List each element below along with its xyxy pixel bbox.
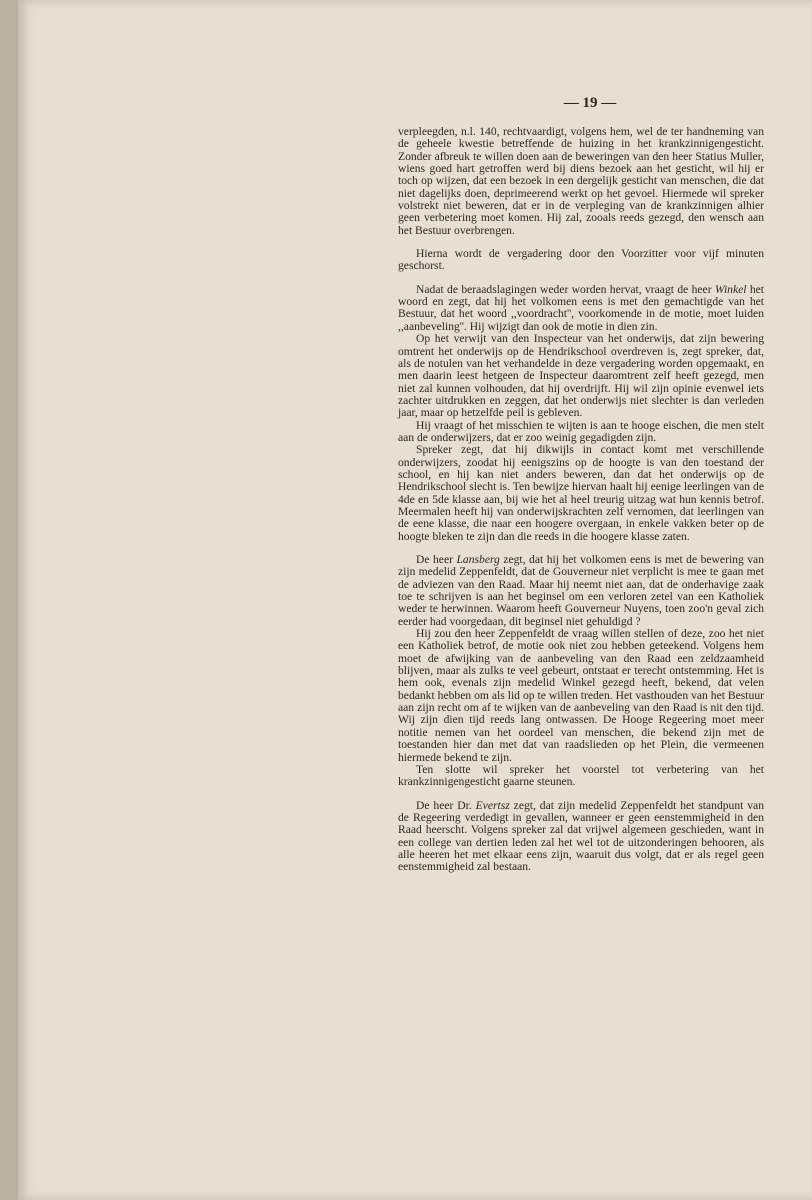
paragraph: Op het verwijt van den Inspecteur van het onderwijs, dat zijn bewering omtrent het onderwijs op de Hendrikschool overdreven is, zegt spreker, dat, als de notulen van het verhandelde in deze vergadering worden opgemaakt, en men daarin leest hetgeen de Inspecteur daaromtrent zelf heeft gezegd, men niet zal kunnen volhouden, dat hij overdrijft. Hij wil zijn opinie evenwel iets zachter uitdrukken en zeggen, dat het onderwijs niet slechter is dan verleden jaar, maar op hetzelfde peil is gebleven.: [398, 332, 764, 420]
paragraph: Ten slotte wil spreker het voorstel tot verbetering van het krankzinnigengesticht gaarne steunen.: [398, 762, 764, 789]
page-number: — 19 —: [563, 95, 617, 111]
paragraph-text: De heer: [416, 553, 457, 566]
paragraph: [398, 800, 764, 874]
paragraph-text: zegt, dat hij het volkomen eens is met de bewering van zijn medelid Zeppenfeldt, dat de Gouverneur niet verplicht is mee te gaan met de adviezen van den Raad. Maar hij neemt niet aan, dat de onderhavige zaak toe te schrijven is aan het beginsel om een verloren zetel van een Katholiek weder te herwinnen. Waarom heeft Gouverneur Nuyens, toen zoo'n geval zich eerder had voorgedaan, dit beginsel niet gehuldigd ?: [398, 553, 764, 628]
speaker-name: Lansberg: [456, 553, 500, 566]
speaker-name: Winkel: [714, 282, 747, 296]
text-column: [398, 126, 764, 874]
paragraph: [398, 554, 764, 628]
speaker-name: Evertsz: [475, 798, 510, 812]
paragraph-text: Nadat de beraadslagingen weder worden hervat, vraagt de heer: [416, 282, 715, 296]
paragraph-text: het woord en zegt, dat hij het volkomen eens is met den gemachtigde van het Bestuur, dat het woord ,,voordracht'', voorkomende in de motie, moet luiden ,,aanbeveling''. Hij wijzigt dan ook de motie in dien zin.: [398, 282, 764, 333]
paragraph: Hij vraagt of het misschien te wijten is aan te hooge eischen, die men stelt aan de onderwijzers, dat er zoo weinig gegadigden zijn.: [398, 418, 764, 444]
paragraph: [398, 284, 764, 333]
paragraph: verpleegden, n.l. 140, rechtvaardigt, volgens hem, wel de ter handneming van de geheele kwestie betreffende de huizing in het krankzinnigengesticht. Zonder afbreuk te willen doen aan de beweringen van den heer Statius Muller, wiens goed hart getroffen werd bij diens bezoek aan het gesticht, wil hij er toch op wijzen, dat een bezoek in een dergelijk gesticht van menschen, die dat niet dagelijks doen, deprimeerend werkt op het gevoel. Hiermede wil spreker volstrekt niet beweren, dat er in de verpleging van de krankzinnigen alhier geen verbetering moet komen. Hij zal, zooals reeds gezegd, den wensch aan het Bestuur overbrengen.: [398, 125, 764, 237]
paragraph: Spreker zegt, dat hij dikwijls in contact komt met verschillende onderwijzers, zoodat hij eenigszins op de hoogte is van den toestand der school, en hij kan niet anders beweren, dan dat het onderwijs op de Hendrikschool slecht is. Ten bewijze hiervan haalt hij eenige leerlingen van de 4de en 5de klasse aan, bij wie het al heel treurig uitzag wat hun kennis betrof. Meermalen heeft hij van onderwijskrachten zelf vernomen, dat leerlingen van de eene klasse, die naar een hoogere overgaan, in enkele vakken beter op de hoogte bleken te zijn dan die reeds in die hoogere klasse zaten.: [398, 443, 764, 543]
paragraph: Hierna wordt de vergadering door den Voorzitter voor vijf minuten geschorst.: [398, 247, 764, 273]
paragraph-text: zegt, dat zijn medelid Zeppenfeldt het standpunt van de Regeering verdedigt in gevallen, wanneer er geen eenstemmigheid in den Raad heerscht. Volgens spreker zal dat vrijwel algemeen geschieden, want in een college van dertien leden zal het wel tot de uitzonderingen behooren, als alle heeren het met elkaar eens zijn, waaruit dus volgt, dat er als regel geen eenstemmigheid zal bestaan.: [398, 798, 765, 874]
paragraph: Hij zou den heer Zeppenfeldt de vraag willen stellen of deze, zoo het niet een Katholiek betrof, de motie ook niet zou hebben geteekend. Volgens hem moet de afwijking van de aanbeveling van den Raad een zeldzaamheid blijven, maar als zulks te veel gebeurt, ontstaat er terecht ontstemming. Het is hem ook, evenals zijn medelid Winkel gezegd heeft, bekend, dat velen bedankt hebben om als lid op te willen treden. Het vasthouden van het Bestuur aan zijn recht om af te wijken van de aanbeveling van den Raad is nit den tijd. Wij zijn dien tijd reeds lang ontwassen. De Hooge Regeering moet meer notitie nemen van het oordeel van menschen, die bekend zijn met de toestanden hier dan met dat van raadslieden op het Plein, die vermeenen hiermede bekend te zijn.: [398, 627, 764, 764]
paragraph-text: De heer Dr.: [416, 798, 476, 812]
